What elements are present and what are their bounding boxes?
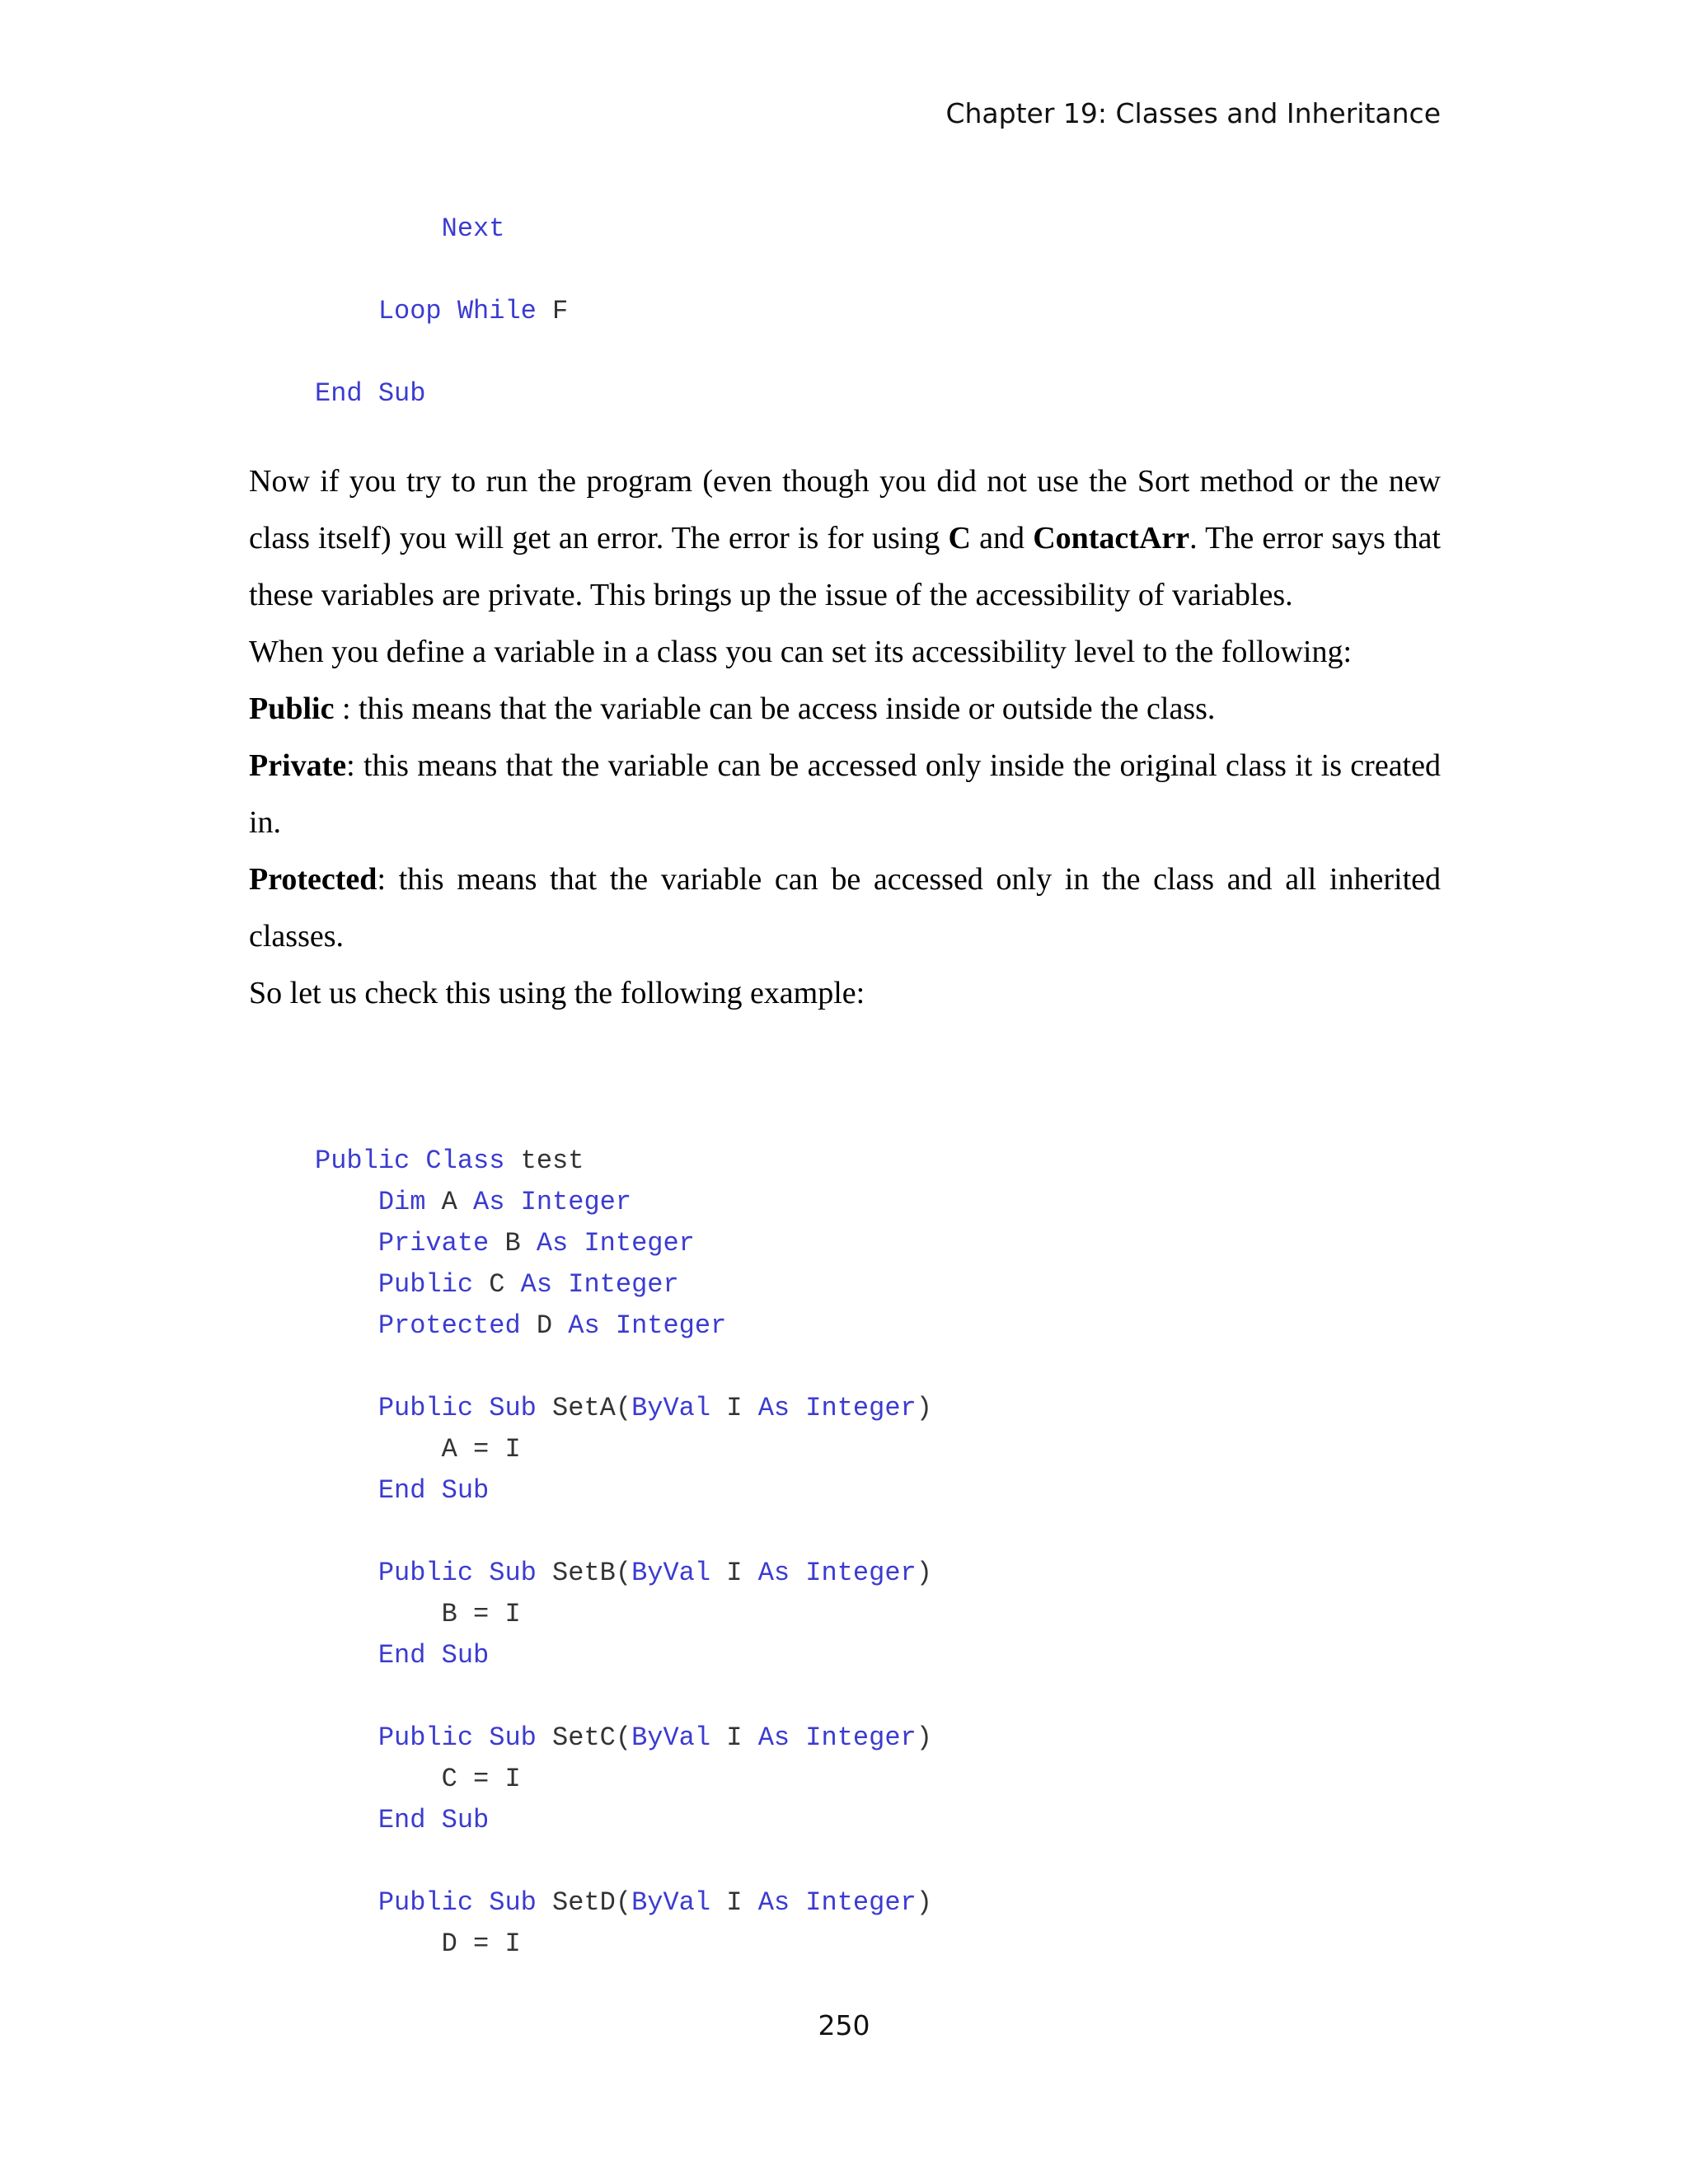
code-keyword: End Sub: [377, 1640, 490, 1671]
definition-public: [249, 681, 1441, 738]
code-text: [315, 1475, 378, 1506]
code-keyword: Protected: [377, 1310, 521, 1341]
code-text: test: [504, 1146, 584, 1176]
code-keyword: As Integer: [757, 1887, 917, 1918]
code-text: C = I: [315, 1764, 521, 1794]
code-text: [315, 1722, 378, 1753]
code-text: A = I: [315, 1434, 521, 1465]
code-line: [315, 1223, 932, 1264]
code-line: [315, 1470, 932, 1511]
paragraph-error-explanation: [249, 453, 1441, 624]
code-line: [315, 1841, 932, 1882]
code-keyword: ByVal: [631, 1558, 711, 1588]
code-line: [315, 1388, 932, 1429]
code-text: [315, 296, 378, 326]
code-text: B: [489, 1228, 537, 1258]
code-text: I: [710, 1887, 758, 1918]
code-line: [315, 1924, 932, 1965]
code-line: [315, 1759, 932, 1800]
body-text: [249, 453, 1441, 1022]
code-text: ): [916, 1558, 932, 1588]
definition-text: : this means that the variable can be accessed only inside the original class it is created in.: [249, 748, 1441, 840]
code-text: F: [536, 296, 569, 326]
code-keyword: As Integer: [757, 1393, 917, 1423]
code-text: [315, 1228, 378, 1258]
code-text: [315, 1187, 378, 1217]
code-line: [315, 1429, 932, 1470]
term-private: Private: [249, 748, 347, 783]
code-keyword: ByVal: [631, 1722, 711, 1753]
code-text: B = I: [315, 1599, 521, 1629]
code-keyword: Public Class: [315, 1146, 505, 1176]
code-keyword: Private: [377, 1228, 490, 1258]
code-line: [315, 1882, 932, 1924]
code-keyword: Public Sub: [377, 1722, 537, 1753]
code-line: [315, 353, 568, 435]
text-span: Now if you try to run the program (even though you did not use the Sort method or the new class itself) you will get an error. The error is for using: [249, 464, 1441, 555]
code-line: [315, 1141, 932, 1182]
code-line: [315, 1305, 932, 1347]
code-text: [315, 1310, 378, 1341]
code-keyword: As Integer: [757, 1722, 917, 1753]
code-text: [315, 1887, 378, 1918]
code-line: [315, 1594, 932, 1635]
code-keyword: Dim: [377, 1187, 426, 1217]
code-text: [315, 1558, 378, 1588]
code-keyword: Public Sub: [377, 1887, 537, 1918]
definition-protected: [249, 851, 1441, 965]
code-text: SetB(: [536, 1558, 632, 1588]
code-line: [315, 1718, 932, 1759]
code-keyword: ByVal: [631, 1887, 711, 1918]
code-text: ): [916, 1722, 932, 1753]
code-line: [315, 1347, 932, 1388]
code-text: SetD(: [536, 1887, 632, 1918]
code-text: I: [710, 1393, 758, 1423]
code-keyword: As Integer: [568, 1310, 727, 1341]
code-text: SetA(: [536, 1393, 632, 1423]
code-line: [315, 1635, 932, 1676]
paragraph-accessibility-intro: When you define a variable in a class you can set its accessibility level to the following:: [249, 635, 1353, 669]
code-keyword: As Integer: [536, 1228, 695, 1258]
code-text: [315, 1269, 378, 1300]
code-text: I: [710, 1722, 758, 1753]
term-public: Public: [249, 691, 335, 726]
code-text: C: [473, 1269, 521, 1300]
term-protected: Protected: [249, 862, 377, 897]
code-text: ): [916, 1393, 932, 1423]
code-text: ): [916, 1887, 932, 1918]
code-line: [315, 1511, 932, 1553]
code-keyword: Loop While: [377, 296, 537, 326]
code-keyword: End Sub: [315, 378, 426, 409]
code-text: [315, 1805, 378, 1835]
code-keyword: As Integer: [757, 1558, 917, 1588]
code-text: D = I: [315, 1929, 521, 1959]
text-span: . The error says that these variables are private. This brings up the issue of the accessibility of variables.: [249, 521, 1441, 612]
code-text: [315, 1640, 378, 1671]
definition-private: [249, 738, 1441, 851]
definition-text: : this means that the variable can be accessed only in the class and all inherited classes.: [249, 862, 1441, 954]
code-keyword: Public Sub: [377, 1393, 537, 1423]
code-keyword: Next: [441, 213, 505, 244]
code-text: A: [425, 1187, 474, 1217]
code-keyword: Public: [377, 1269, 474, 1300]
code-line: [315, 188, 568, 270]
code-text: I: [710, 1558, 758, 1588]
code-text: SetC(: [536, 1722, 632, 1753]
code-keyword: As Integer: [473, 1187, 632, 1217]
code-keyword: As Integer: [520, 1269, 679, 1300]
bold-term: ContactArr: [1033, 521, 1190, 555]
code-line: [315, 1553, 932, 1594]
code-line: [315, 1182, 932, 1223]
code-keyword: Public Sub: [377, 1558, 537, 1588]
code-line: [315, 1676, 932, 1718]
code-keyword: ByVal: [631, 1393, 711, 1423]
code-block-example: [315, 1141, 932, 1965]
code-text: [315, 1393, 378, 1423]
chapter-header: Chapter 19: Classes and Inheritance: [945, 97, 1441, 129]
bold-term: C: [948, 521, 971, 555]
definition-text: : this means that the variable can be access inside or outside the class.: [334, 691, 1216, 726]
code-line: [315, 1264, 932, 1305]
paragraph-example-intro: So let us check this using the following example:: [249, 976, 865, 1010]
code-text: D: [520, 1310, 569, 1341]
code-line: [315, 270, 568, 353]
page-number: 250: [818, 2009, 870, 2041]
code-keyword: End Sub: [377, 1475, 490, 1506]
code-block-top: [315, 188, 568, 435]
code-text: [315, 213, 442, 244]
code-keyword: End Sub: [377, 1805, 490, 1835]
text-span: and: [970, 521, 1034, 555]
code-line: [315, 1800, 932, 1841]
